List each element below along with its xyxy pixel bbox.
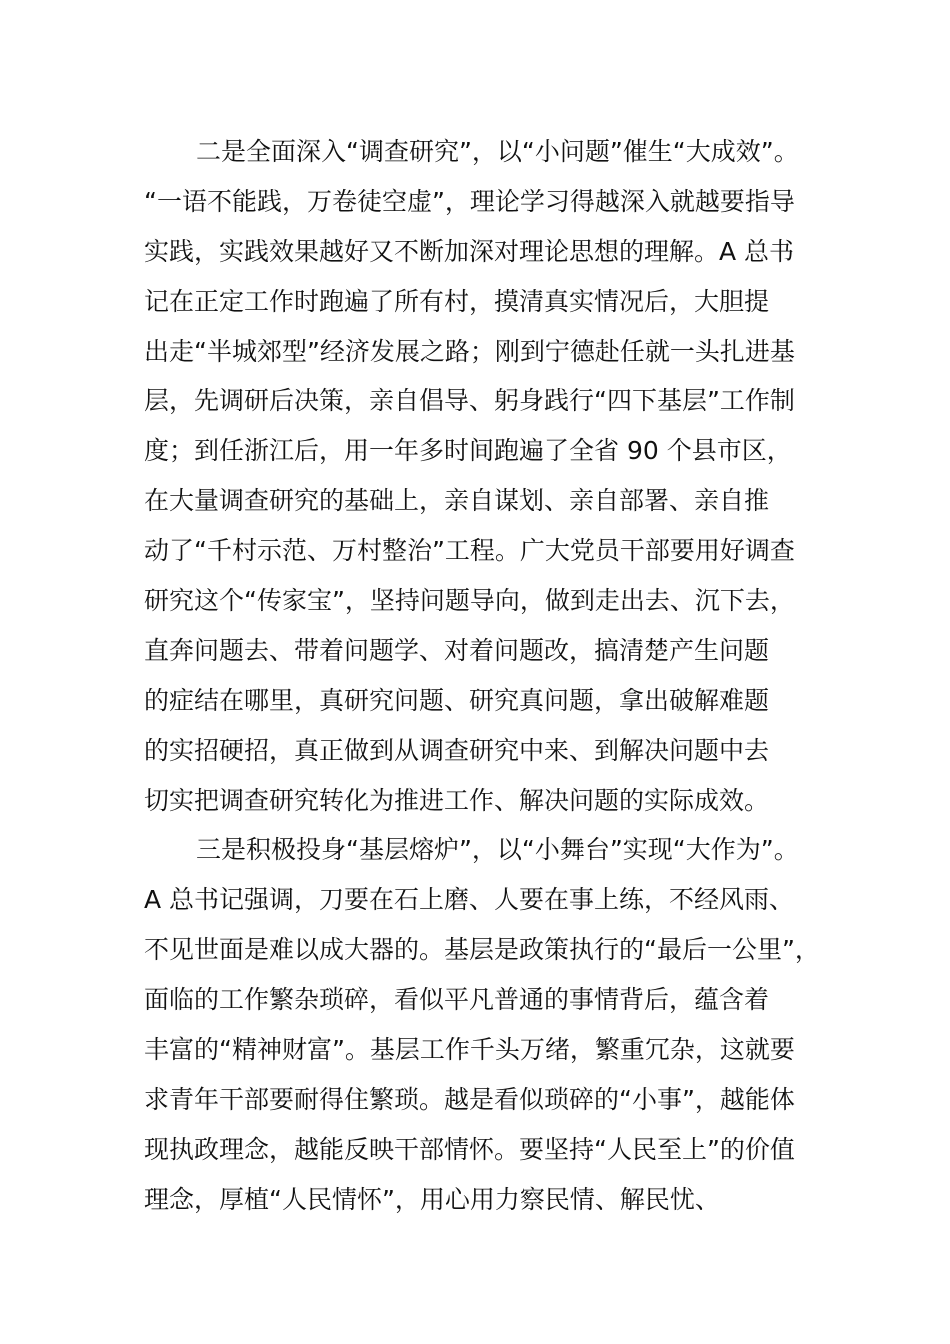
paragraph-line: 动了“千村示范、万村整治”工程。广大党员干部要用好调查 [144,536,795,566]
paragraph-line: 现执政理念，越能反映干部情怀。要坚持“人民至上”的价值 [144,1134,795,1164]
paragraph-line: 理念，厚植“人民情怀”，用心用力察民情、解民忧、 [144,1184,720,1214]
paragraph-line: 求青年干部要耐得住繁琐。越是看似琐碎的“小事”，越能体 [144,1084,795,1114]
paragraph-line: 出走“半城郊型”经济发展之路；刚到宁德赴任就一头扎进基 [144,336,795,366]
paragraph-line: 切实把调查研究转化为推进工作、解决问题的实际成效。 [144,785,770,815]
paragraph-grassroots-furnace [144,825,844,1224]
paragraph-line: 二是全面深入“调查研究”，以“小问题”催生“大成效”。 [196,137,799,166]
paragraph-line: 直奔问题去、带着问题学、对着问题改，搞清楚产生问题 [144,635,770,665]
paragraph-line: 记在正定工作时跑遍了所有村，摸清真实情况后，大胆提 [144,286,770,316]
paragraph-line: 不见世面是难以成大器的。基层是政策执行的“最后一公里”， [144,935,820,965]
paragraph-line: “一语不能践，万卷徒空虚”，理论学习得越深入就越要指导 [144,186,795,216]
paragraph-line: A 总书记强调，刀要在石上磨、人要在事上练，不经风雨、 [144,885,795,915]
paragraph-line: 在大量调查研究的基础上，亲自谋划、亲自部署、亲自推 [144,486,770,516]
paragraph-investigation-research [144,127,844,825]
body-text [144,127,844,1225]
paragraph-line: 实践，实践效果越好又不断加深对理论思想的理解。A 总书 [144,236,795,266]
paragraph-line: 的症结在哪里，真研究问题、研究真问题，拿出破解难题 [144,685,770,715]
paragraph-line: 度；到任浙江后，用一年多时间跑遍了全省 90 个县市区， [144,436,792,466]
paragraph-line: 的实招硬招，真正做到从调查研究中来、到解决问题中去 [144,735,770,765]
paragraph-line: 面临的工作繁杂琐碎，看似平凡普通的事情背后，蕴含着 [144,985,770,1015]
paragraph-line: 丰富的“精神财富”。基层工作千头万绪，繁重冗杂，这就要 [144,1035,795,1065]
paragraph-line: 研究这个“传家宝”，坚持问题导向，做到走出去、沉下去， [144,586,795,616]
paragraph-line: 三是积极投身“基层熔炉”，以“小舞台”实现“大作为”。 [196,835,799,865]
paragraph-line: 层，先调研后决策，亲自倡导、躬身践行“四下基层”工作制 [144,386,795,416]
